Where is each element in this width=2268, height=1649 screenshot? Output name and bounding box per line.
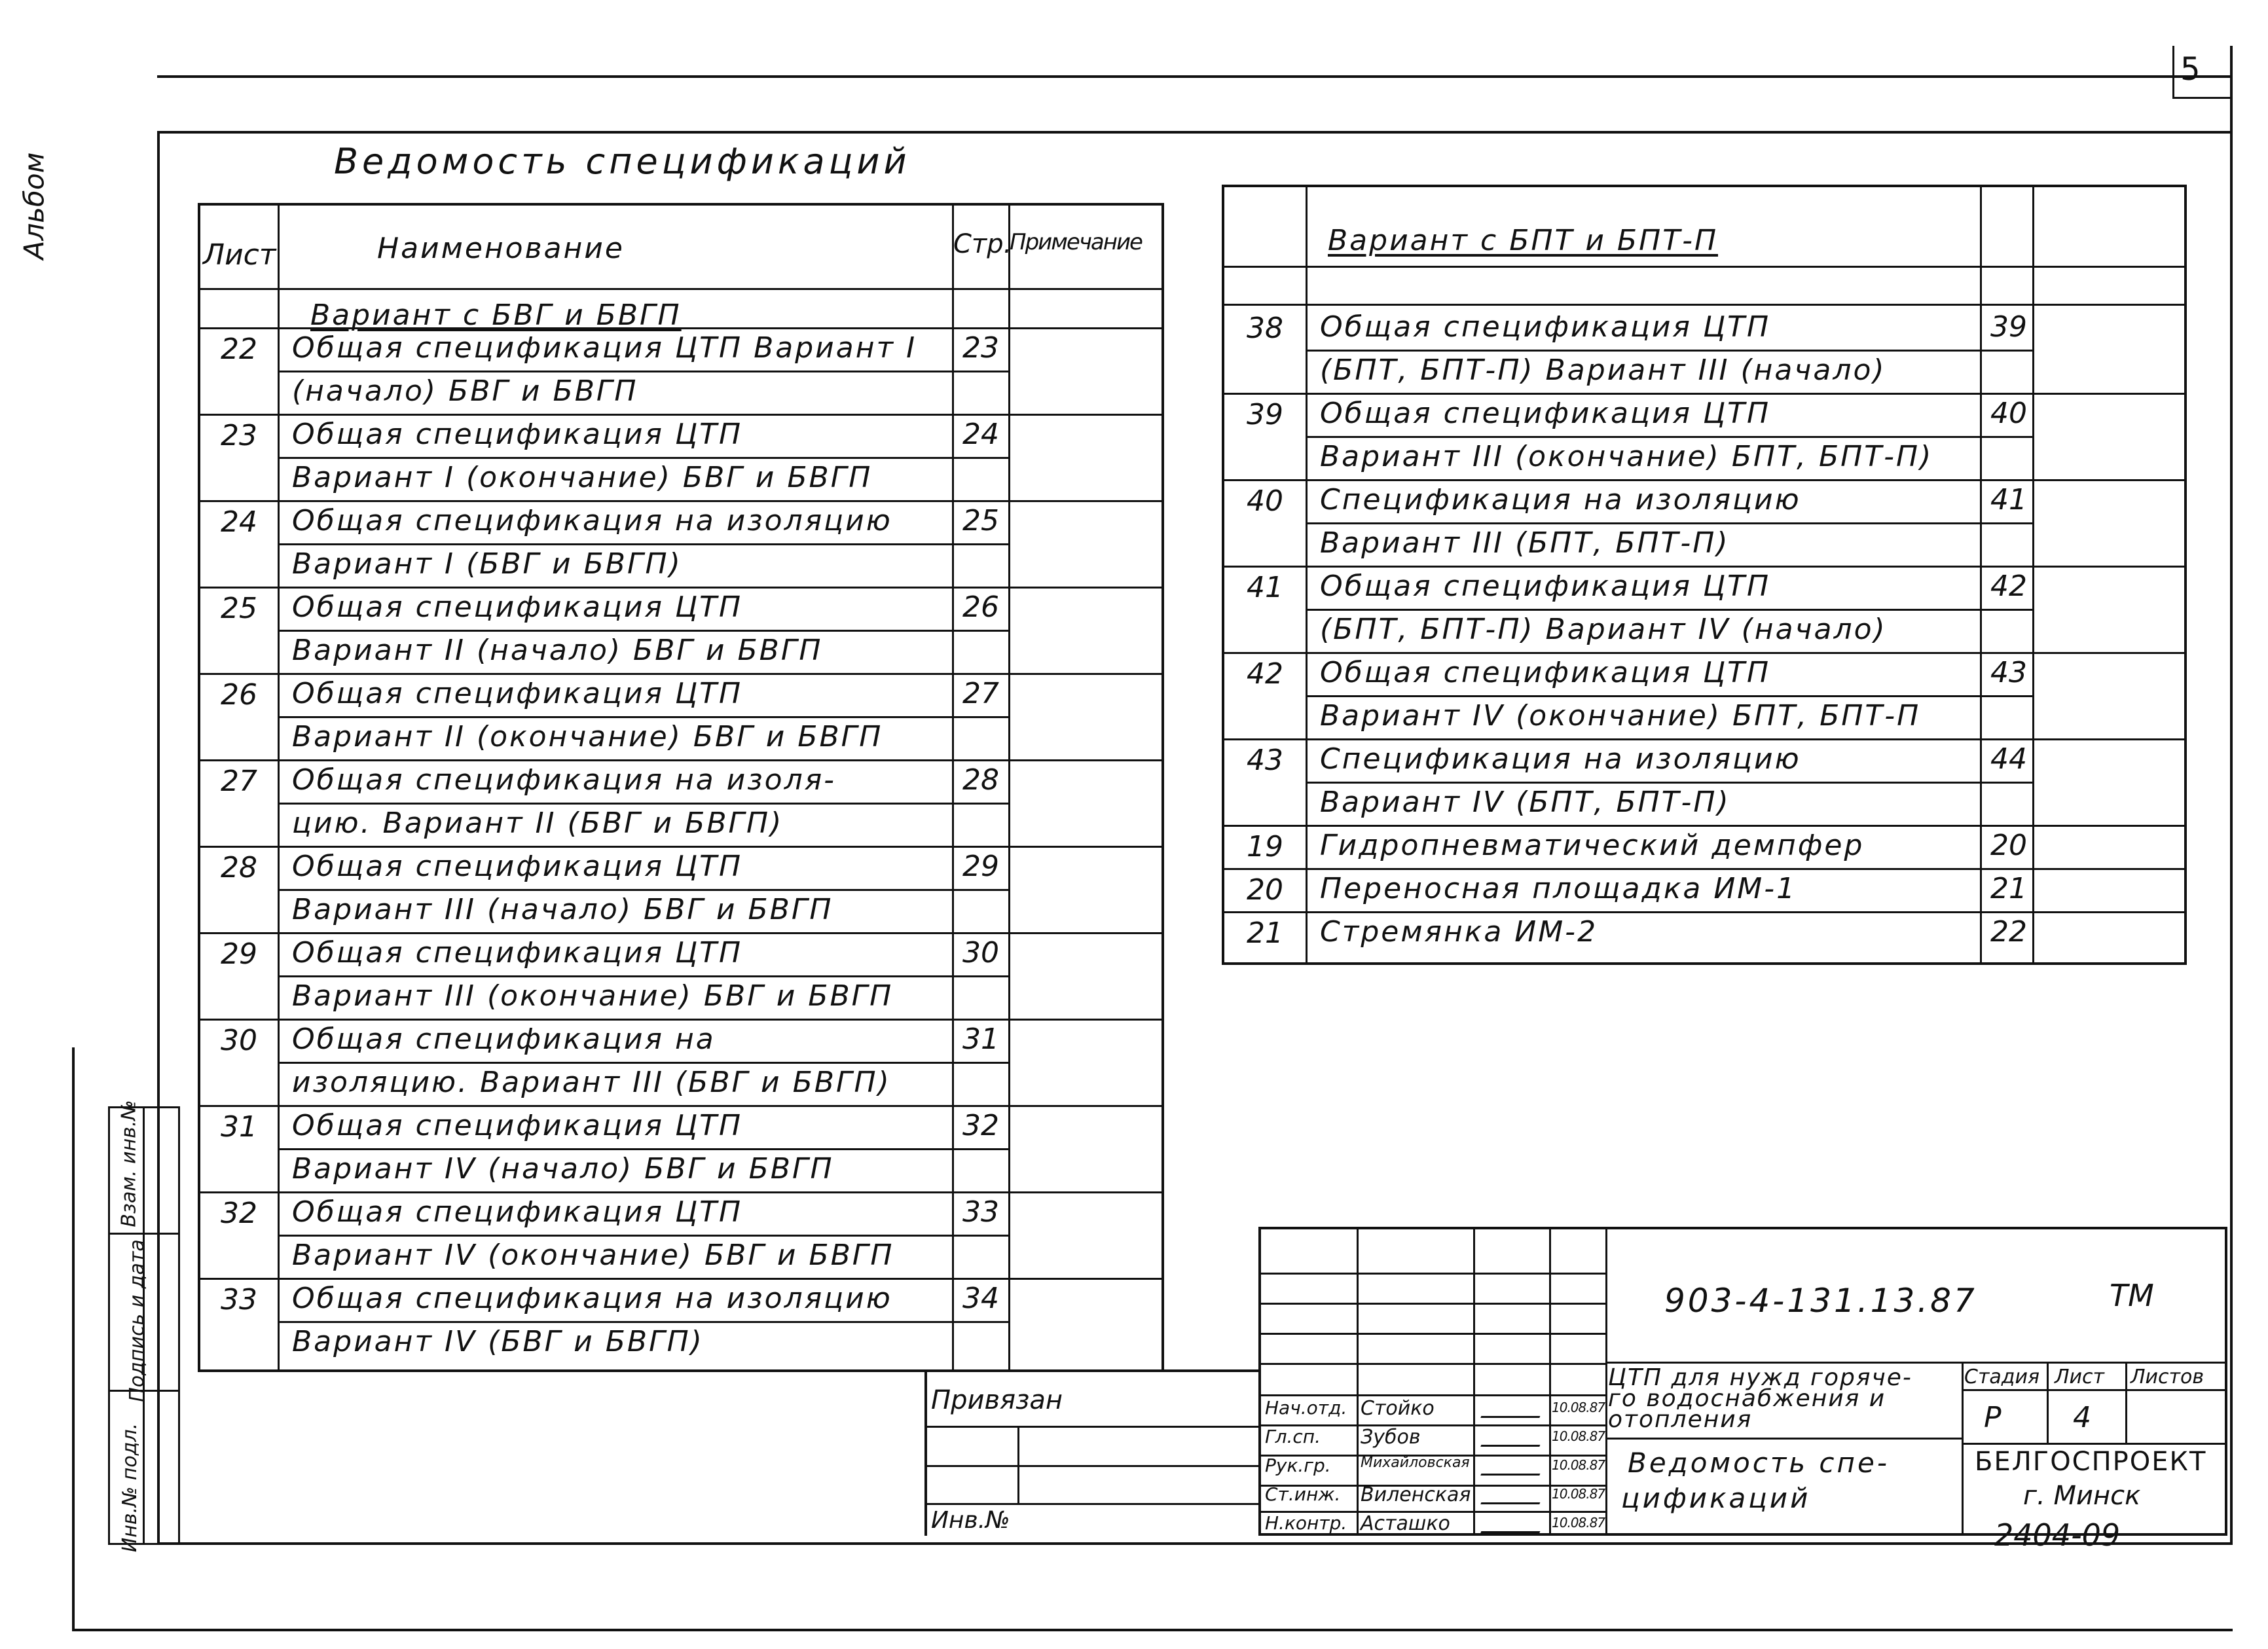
- signer-date: 10.08.87: [1552, 1486, 1605, 1502]
- row-divider: [278, 1321, 1008, 1323]
- row-divider: [1224, 479, 2187, 481]
- row-name: цию. Вариант II (БВГ и БВГП): [292, 806, 784, 840]
- header-divider: [1224, 266, 2187, 268]
- sheet-label: Лист: [2055, 1366, 2105, 1388]
- title-block: [1258, 1227, 2227, 1536]
- row-page: 24: [962, 418, 999, 451]
- row-sheet: 24: [221, 505, 257, 539]
- row-page: 21: [1990, 872, 2027, 905]
- tb-row: [1261, 1273, 1605, 1275]
- row-name: Общая спецификация ЦТП: [1320, 397, 1771, 430]
- stage-value: Р: [1984, 1401, 2002, 1434]
- row-divider: [1306, 695, 2032, 697]
- row-page: 28: [962, 763, 999, 797]
- row-divider: [278, 457, 1008, 459]
- doc-code: 903-4-131.13.87: [1664, 1282, 1977, 1320]
- stage-label: Стадия: [1964, 1366, 2040, 1388]
- top-border-outer: [157, 75, 2233, 78]
- row-sheet: 19: [1247, 830, 1283, 863]
- row-divider: [200, 414, 1164, 416]
- row-divider: [200, 1278, 1164, 1280]
- row-page: 32: [962, 1109, 999, 1142]
- row-divider: [1306, 350, 2032, 352]
- right-spec-table: [1222, 185, 2187, 965]
- row-sheet: 32: [221, 1197, 257, 1230]
- object-name-3: отопления: [1608, 1406, 1753, 1433]
- col-divider: [1008, 206, 1010, 1372]
- attached-label: Привязан: [931, 1385, 1063, 1415]
- row-divider: [1306, 436, 2032, 438]
- tb-col: [1473, 1229, 1475, 1536]
- row-divider: [200, 1105, 1164, 1107]
- signature-scribble: [1480, 1487, 1545, 1504]
- row-divider: [1224, 825, 2187, 827]
- side-stamp-divider: [110, 1233, 179, 1235]
- doc-mark: ТМ: [2110, 1278, 2154, 1313]
- row-divider: [1224, 911, 2187, 913]
- row-divider: [1224, 868, 2187, 870]
- row-page: 25: [962, 504, 999, 537]
- row-sheet: 22: [221, 333, 257, 366]
- section-divider: [1224, 304, 2187, 306]
- row-name: Вариант II (начало) БВГ и БВГП: [292, 634, 823, 667]
- row-name: Вариант IV (БПТ, БПТ-П): [1320, 786, 1730, 819]
- attach-col: [1017, 1426, 1019, 1504]
- right-section-title: Вариант с БПТ и БПТ-П: [1328, 224, 1719, 257]
- row-sheet: 20: [1247, 873, 1283, 907]
- row-sheet: 26: [221, 678, 257, 712]
- tb-row: [1261, 1333, 1605, 1335]
- col-header-note: Примечание: [1010, 229, 1142, 255]
- header-divider: [200, 288, 1164, 290]
- top-border: [157, 131, 2233, 134]
- row-name: Общая спецификация ЦТП: [1320, 656, 1771, 689]
- row-name: Спецификация на изоляцию: [1320, 742, 1801, 776]
- row-name: Общая спецификация ЦТП: [292, 1109, 743, 1142]
- row-sheet: 42: [1247, 657, 1283, 691]
- signer-name: Стойко: [1361, 1397, 1435, 1420]
- inv-label: Инв.№: [931, 1507, 1010, 1534]
- signer-role: Нач.отд.: [1265, 1397, 1347, 1419]
- page-number: 5: [2180, 51, 2201, 88]
- row-divider: [278, 543, 1008, 545]
- row-divider: [278, 1148, 1008, 1150]
- row-sheet: 21: [1247, 916, 1283, 950]
- row-sheet: 38: [1247, 312, 1283, 345]
- row-sheet: 41: [1247, 571, 1283, 604]
- left-section-title: Вариант с БВГ и БВГП: [310, 299, 682, 332]
- col-header-sheet: Лист: [203, 238, 276, 272]
- row-sheet: 30: [221, 1024, 257, 1057]
- side-stamp-label-inv: Инв.№ подл.: [119, 1422, 142, 1553]
- row-name: Гидропневматический демпфер: [1320, 829, 1865, 862]
- row-page: 31: [962, 1023, 999, 1056]
- tb-col: [1962, 1362, 1964, 1536]
- row-name: Общая спецификация на изоляцию: [292, 1282, 892, 1315]
- row-page: 33: [962, 1195, 999, 1229]
- row-page: 22: [1990, 915, 2027, 949]
- row-divider: [200, 587, 1164, 589]
- signer-role: Н.контр.: [1265, 1512, 1347, 1534]
- row-divider: [1224, 738, 2187, 740]
- row-name: (БПТ, БПТ-П) Вариант IV (начало): [1320, 613, 1887, 646]
- row-name: Переносная площадка ИМ-1: [1320, 872, 1797, 905]
- row-name: Общая спецификация на изоля-: [292, 763, 837, 797]
- row-sheet: 25: [221, 592, 257, 625]
- signer-name: Михайловская: [1361, 1455, 1470, 1471]
- signer-role: Рук.гр.: [1265, 1455, 1331, 1476]
- tb-row: [1962, 1443, 2227, 1445]
- row-page: 27: [962, 677, 999, 710]
- row-sheet: 27: [221, 765, 257, 798]
- tb-row: [1605, 1438, 1962, 1440]
- left-spec-table: [198, 203, 1164, 1372]
- row-page: 26: [962, 590, 999, 624]
- bottom-border: [157, 1542, 2233, 1545]
- attach-row: [927, 1426, 1261, 1428]
- row-page: 23: [962, 331, 999, 365]
- row-divider: [200, 327, 1164, 329]
- row-page: 34: [962, 1282, 999, 1315]
- row-page: 42: [1990, 570, 2027, 603]
- archive-number: 2404-09: [1994, 1517, 2121, 1553]
- sheet-name-2: цификаций: [1621, 1482, 1811, 1514]
- object-name-2: го водоснабжения и: [1608, 1385, 1886, 1412]
- signer-date: 10.08.87: [1552, 1457, 1605, 1473]
- right-border: [2230, 46, 2233, 1545]
- signer-name: Асташко: [1361, 1512, 1450, 1535]
- row-name: Общая спецификация на: [292, 1023, 716, 1056]
- col-divider: [278, 206, 280, 1372]
- row-name: изоляцию. Вариант III (БВГ и БВГП): [292, 1066, 891, 1099]
- row-page: 30: [962, 936, 999, 969]
- attachment-block: [924, 1369, 1261, 1536]
- row-page: 29: [962, 850, 999, 883]
- tb-col: [2125, 1362, 2127, 1443]
- row-page: 44: [1990, 742, 2027, 776]
- tb-code-divider: [1605, 1362, 2227, 1364]
- object-name-1: ЦТП для нужд горяче-: [1608, 1364, 1912, 1391]
- row-name: Общая спецификация на изоляцию: [292, 504, 892, 537]
- row-divider: [278, 1235, 1008, 1237]
- row-name: Стремянка ИМ-2: [1320, 915, 1598, 949]
- side-stamp-label-replace: Взам. инв.№: [117, 1100, 141, 1227]
- signature-scribble: [1480, 1459, 1545, 1476]
- row-divider: [278, 1062, 1008, 1064]
- row-name: Общая спецификация ЦТП: [1320, 570, 1771, 603]
- row-page: 40: [1990, 397, 2027, 430]
- row-sheet: 23: [221, 419, 257, 452]
- bottom-edge: [72, 1629, 2233, 1631]
- row-divider: [1224, 652, 2187, 654]
- row-divider: [278, 371, 1008, 372]
- tb-row: [1261, 1303, 1605, 1305]
- row-name: Вариант I (окончание) БВГ и БВГП: [292, 461, 873, 494]
- row-sheet: 40: [1247, 484, 1283, 518]
- row-name: Вариант III (окончание) БВГ и БВГП: [292, 979, 894, 1013]
- page-number-box-left: [2172, 46, 2174, 98]
- row-sheet: 43: [1247, 744, 1283, 777]
- row-divider: [278, 975, 1008, 977]
- row-divider: [200, 673, 1164, 675]
- row-divider: [278, 630, 1008, 632]
- row-name: Вариант III (начало) БВГ и БВГП: [292, 893, 833, 926]
- row-sheet: 29: [221, 937, 257, 971]
- row-sheet: 33: [221, 1283, 257, 1316]
- row-page: 43: [1990, 656, 2027, 689]
- row-name: Общая спецификация ЦТП: [1320, 310, 1771, 344]
- row-divider: [278, 803, 1008, 805]
- signer-date: 10.08.87: [1552, 1428, 1605, 1444]
- row-name: Общая спецификация ЦТП: [292, 850, 743, 883]
- sheets-label: Листов: [2131, 1366, 2204, 1388]
- row-name: Общая спецификация ЦТП: [292, 1195, 743, 1229]
- signature-scribble: [1480, 1401, 1545, 1418]
- row-sheet: 31: [221, 1110, 257, 1144]
- row-name: Общая спецификация ЦТП: [292, 418, 743, 451]
- row-name: Вариант IV (окончание) БВГ и БВГП: [292, 1239, 894, 1272]
- row-sheet: 39: [1247, 398, 1283, 431]
- row-name: Общая спецификация ЦТП: [292, 677, 743, 710]
- row-name: (начало) БВГ и БВГП: [292, 374, 638, 408]
- row-divider: [1224, 393, 2187, 395]
- row-divider: [1306, 522, 2032, 524]
- col-header-name: Наименование: [377, 232, 625, 265]
- row-name: Общая спецификация ЦТП Вариант I: [292, 331, 917, 365]
- row-divider: [278, 716, 1008, 718]
- signer-date: 10.08.87: [1552, 1515, 1605, 1531]
- tb-row: [1962, 1389, 2227, 1391]
- row-divider: [200, 1191, 1164, 1193]
- row-name: Вариант IV (окончание) БПТ, БПТ-П: [1320, 699, 1921, 733]
- row-sheet: 28: [221, 851, 257, 884]
- tb-col: [2047, 1362, 2049, 1443]
- attach-row: [927, 1503, 1261, 1505]
- row-divider: [200, 1019, 1164, 1021]
- row-page: 39: [1990, 310, 2027, 344]
- row-divider: [200, 932, 1164, 934]
- org-name: БЕЛГОСПРОЕКТ: [1975, 1447, 2207, 1477]
- signer-name: Виленская: [1361, 1483, 1471, 1506]
- signer-role: Ст.инж.: [1265, 1483, 1341, 1505]
- row-name: (БПТ, БПТ-П) Вариант III (начало): [1320, 353, 1886, 387]
- sheet-name-1: Ведомость спе-: [1628, 1447, 1890, 1479]
- row-page: 20: [1990, 829, 2027, 862]
- row-name: Вариант II (окончание) БВГ и БВГП: [292, 720, 883, 753]
- tb-col: [1605, 1229, 1607, 1536]
- tb-row: [1261, 1363, 1605, 1365]
- tb-col: [1357, 1229, 1359, 1536]
- album-label: Альбом: [18, 152, 50, 260]
- row-divider: [200, 846, 1164, 848]
- row-divider: [200, 500, 1164, 502]
- row-divider: [200, 759, 1164, 761]
- page-title: Ведомость спецификаций: [334, 141, 911, 182]
- signer-date: 10.08.87: [1552, 1400, 1605, 1415]
- row-name: Вариант III (БПТ, БПТ-П): [1320, 526, 1730, 560]
- col-header-page: Стр.: [953, 229, 1012, 259]
- row-page: 41: [1990, 483, 2027, 516]
- row-name: Общая спецификация ЦТП: [292, 590, 743, 624]
- row-name: Общая спецификация ЦТП: [292, 936, 743, 969]
- row-name: Вариант IV (начало) БВГ и БВГП: [292, 1152, 834, 1186]
- tb-col: [1549, 1229, 1551, 1536]
- signature-scribble: [1480, 1430, 1545, 1447]
- signature-scribble: [1480, 1516, 1545, 1533]
- page-number-box-bottom: [2172, 97, 2231, 99]
- row-divider: [1224, 566, 2187, 568]
- left-edge: [72, 1047, 75, 1630]
- row-name: Вариант I (БВГ и БВГП): [292, 547, 682, 581]
- row-name: Вариант III (окончание) БПТ, БПТ-П): [1320, 440, 1933, 473]
- row-divider: [1306, 609, 2032, 611]
- row-name: Спецификация на изоляцию: [1320, 483, 1801, 516]
- signer-role: Гл.сп.: [1265, 1426, 1321, 1447]
- tb-row: [1261, 1394, 1605, 1396]
- org-city: г. Минск: [2023, 1481, 2141, 1511]
- sheet-value: 4: [2073, 1401, 2091, 1434]
- side-stamp-label-sign: Подпись и дата: [125, 1239, 149, 1402]
- signer-name: Зубов: [1361, 1426, 1421, 1449]
- row-divider: [278, 889, 1008, 891]
- row-name: Вариант IV (БВГ и БВГП): [292, 1325, 704, 1358]
- attach-row: [927, 1465, 1261, 1467]
- row-divider: [1306, 782, 2032, 784]
